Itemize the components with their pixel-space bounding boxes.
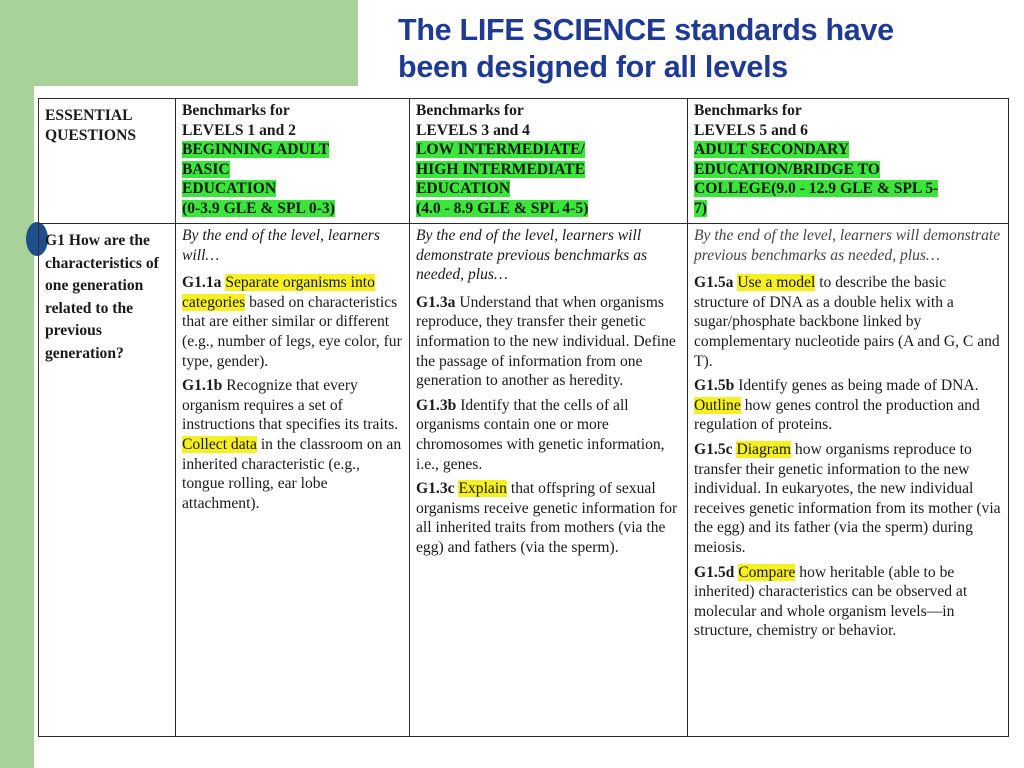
benchmark-code: G1.5c [694,440,733,458]
benchmark-code: G1.3c [416,480,455,498]
header-label: Benchmarks for [694,102,802,119]
benchmark-text: in the classroom on an inherited characteristic (e.g., tongue rolling, ear lobe attachment). [182,435,402,512]
levels-5-6-header [688,99,1009,224]
level-name-line: BASIC [182,160,230,178]
benchmark-text: Identify genes as being made of DNA. [738,377,979,395]
benchmark-text: based on characteristics that are either similar or different (e.g., number of legs, eye color, fur type, gender). [182,293,402,370]
level-range: (4.0 - 8.9 GLE & SPL 4-5) [416,199,589,217]
level-name-line: HIGH INTERMEDIATE [416,160,586,178]
header-levels: LEVELS 3 and 4 [416,121,530,139]
benchmark-item [694,273,1002,371]
benchmark-item [694,563,1002,641]
level-name-line: EDUCATION [182,180,277,198]
benchmark-text: Identify that the cells of all organisms contain one or more chromosomes with genetic information, i.e., genes. [416,396,665,473]
benchmark-text: Recognize that every organism requires a set of instructions that specifies its traits. [182,377,399,434]
level-name-line: COLLEGE(9.0 - 12.9 GLE & SPL 5- [694,180,939,198]
benchmark-item [416,293,681,391]
header-label: Benchmarks for [182,102,290,119]
benchmark-highlight: Diagram [736,440,792,458]
benchmark-code: G1.1b [182,377,223,395]
levels-3-4-header [410,99,688,224]
table-body-row [39,224,1009,737]
benchmark-highlight: Compare [738,563,796,581]
level-name-line: EDUCATION/BRIDGE TO [694,160,880,178]
essential-question-text: G1 How are the characteristics of one generation related to the previous generation? [45,232,159,362]
benchmark-item [416,396,681,474]
benchmark-item [694,376,1002,435]
level-range: 7) [694,199,707,217]
levels-3-4-benchmarks [410,224,688,737]
slide-title [398,12,1008,86]
benchmark-code: G1.3b [416,396,457,414]
benchmark-text: how heritable (able to be inherited) characteristics can be observed at molecular and whole organism levels—in structure, chemistry or behavior. [694,563,968,640]
standards-table-container [38,98,1008,737]
benchmark-text: to describe the basic structure of DNA as a double helix with a sugar/phosphate backbone linked by complementary nucleotide pairs (A and G, C and T). [694,274,1000,370]
benchmark-code: G1.3a [416,293,456,311]
slide-title-line-2: been designed for all levels [398,50,788,84]
benchmark-code: G1.1a [182,274,222,292]
level-name-block [416,140,681,218]
benchmark-item [416,479,681,557]
level-name-block [694,140,1002,218]
level-name-line: BEGINNING ADULT [182,141,330,159]
levels-5-6-benchmarks [688,224,1009,737]
benchmark-highlight: Outline [694,396,741,414]
column-intro: By the end of the level, learners will demonstrate previous benchmarks as needed, plus… [416,227,648,284]
column-intro: By the end of the level, learners will demonstrate previous benchmarks as needed, plus… [694,227,1001,264]
benchmark-code: G1.5d [694,563,735,581]
levels-1-2-header [176,99,410,224]
eq-header-line-2: QUESTIONS [45,126,136,144]
eq-header-line-1: ESSENTIAL [45,107,133,124]
level-name-line: LOW INTERMEDIATE/ [416,141,585,159]
levels-1-2-benchmarks [176,224,410,737]
benchmark-text: that offspring of sexual organisms receive genetic information for all inherited traits from mothers (via the egg) and fathers (via the sperm). [416,480,678,556]
benchmark-text: Understand that when organisms reproduce, they transfer their genetic information to the new individual. Define the passage of information from one generation to another as heredity. [416,293,676,390]
benchmark-code: G1.5a [694,274,734,292]
header-levels: LEVELS 1 and 2 [182,121,296,139]
benchmark-item [182,273,403,371]
standards-table [38,98,1009,737]
header-levels: LEVELS 5 and 6 [694,121,808,139]
level-name-block [182,140,403,218]
table-header-row [39,99,1009,224]
benchmark-highlight: Separate organisms into categories [182,274,375,311]
benchmark-highlight: Collect data [182,435,257,453]
benchmark-highlight: Explain [458,480,507,498]
header-label: Benchmarks for [416,102,524,119]
level-name-line: EDUCATION [416,180,511,198]
level-range: (0-3.9 GLE & SPL 0-3) [182,199,335,217]
benchmark-text: how genes control the production and regulation of proteins. [694,396,980,434]
essential-question-cell [39,224,176,737]
level-name-line: ADULT SECONDARY [694,141,849,159]
slide-title-line-1: The LIFE SCIENCE standards have [398,13,894,47]
benchmark-code: G1.5b [694,377,735,395]
column-intro: By the end of the level, learners will… [182,227,380,264]
benchmark-highlight: Use a model [737,274,816,292]
essential-questions-header [39,99,176,224]
benchmark-item [694,440,1002,558]
benchmark-text: how organisms reproduce to transfer their genetic information to the new individual. In eukaryotes, the new individual receives genetic information from its mother (via the egg) and its father (via the sperm) during meiosis. [694,440,1001,556]
green-left-strip [0,0,34,768]
benchmark-item [182,376,403,513]
